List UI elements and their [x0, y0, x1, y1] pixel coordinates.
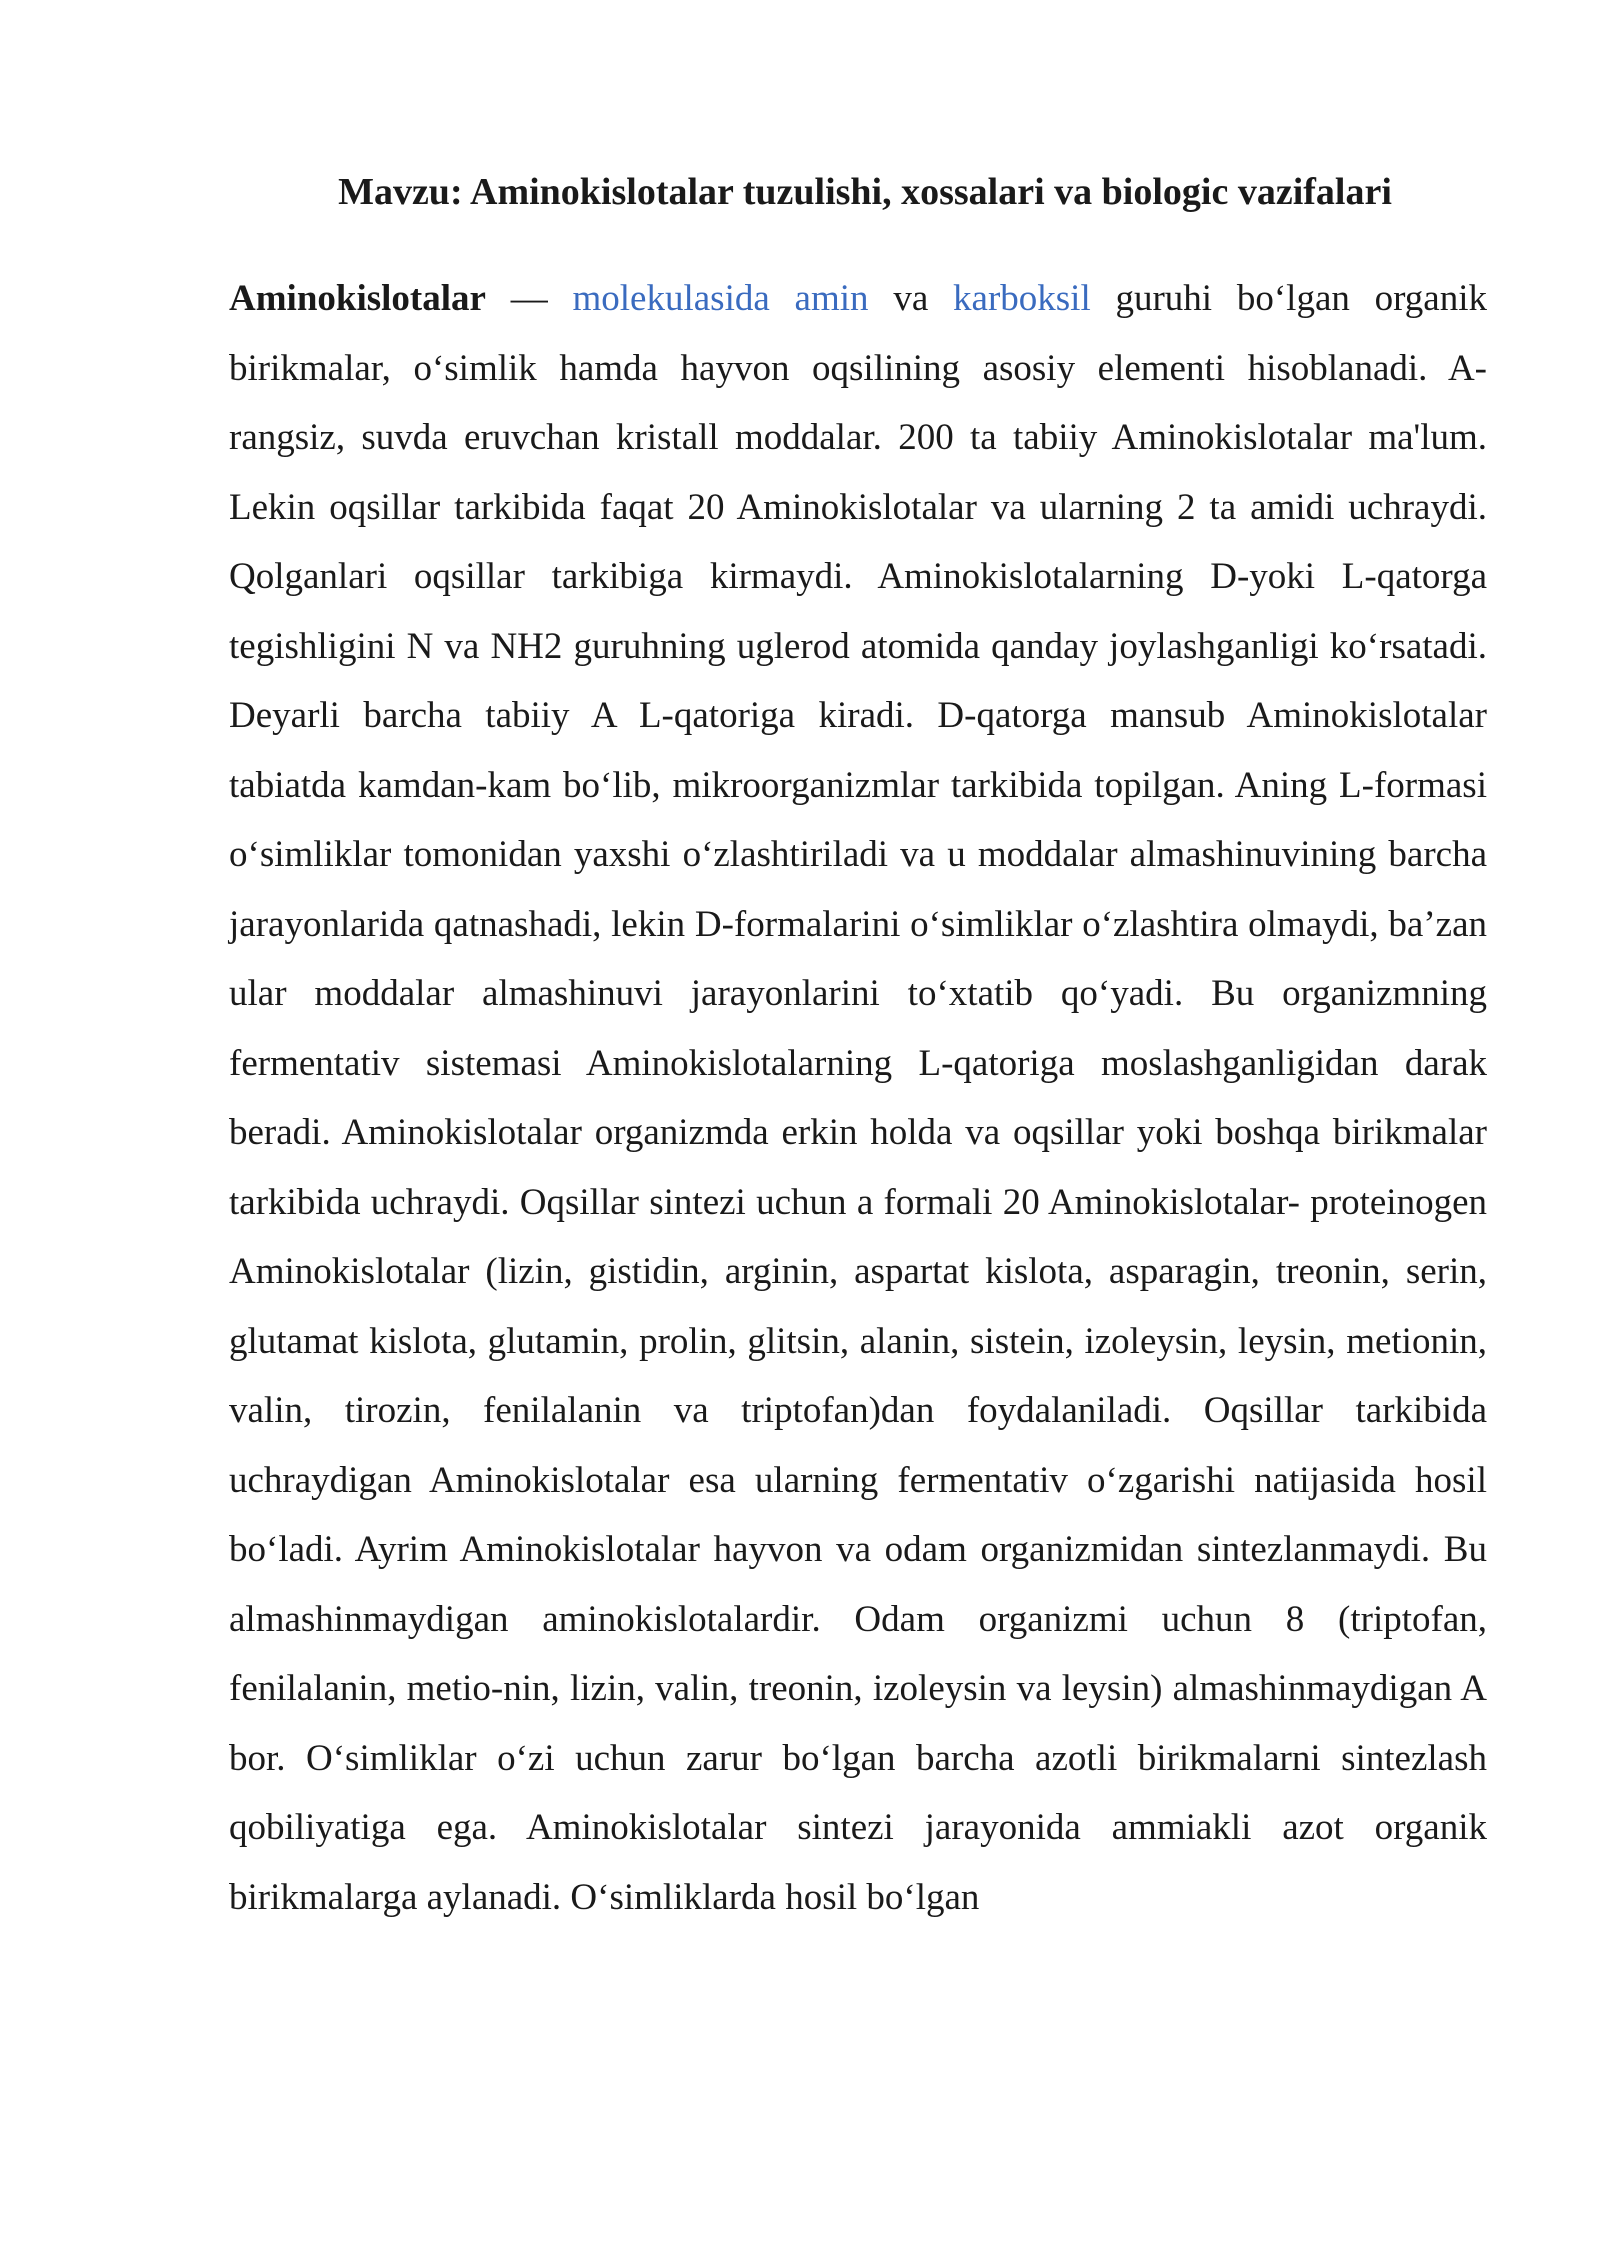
paragraph-text: guruhi bo‘lgan organik birikmalar, o‘simlik hamda hayvon oqsilining asosiy elementi hisoblanadi. A-rangsiz, suvda eruvchan kristall moddalar. 200 ta tabiiy Aminokislotalar ma'lum. Lekin oqsillar tarkibida faqat 20 Aminokislotalar va ularning 2 ta amidi uchraydi. Qolganlari oqsillar tarkibiga kirmaydi. Aminokislotalarning D-yoki L-qatorga tegishligini N va NH2 guruhning uglerod atomida qanday joylashganligi ko‘rsatadi. Deyarli barcha tabiiy A L-qatoriga kiradi. D-qatorga mansub Aminokislotalar tabiatda kamdan-kam bo‘lib, mikroorganizmlar tarkibida topilgan. Aning L-formasi o‘simliklar tomonidan yaxshi o‘zlashtiriladi va u moddalar almashinuvining barcha jarayonlarida qatnashadi, lekin D-formalarini o‘simliklar o‘zlashtira olmaydi, ba’zan ular moddalar almashinuvi jarayonlarini to‘xtatib qo‘yadi. Bu organizmning fermentativ sistemasi Aminokislotalarning L-qatoriga moslashganligidan darak beradi. Aminokislotalar organizmda erkin holda va oqsillar yoki boshqa birikmalar tarkibida uchraydi. Oqsillar sintezi uchun a formali 20 Aminokislotalar- proteinogen Aminokislotalar (lizin, gistidin, arginin, aspartat kislota, asparagin, treonin, serin, glutamat kislota, glutamin, prolin, glitsin, alanin, sistein, izoleysin, leysin, metionin, valin, tirozin, fenilalanin va triptofan)dan foydalaniladi. Oqsillar tarkibida uchraydigan Aminokislotalar esa ularning fermentativ o‘zgarishi natijasida hosil bo‘ladi. Ayrim Aminokislotalar hayvon va odam organizmidan sintezlanmaydi. Bu almashinmaydigan aminokislotalardir. Odam organizmi uchun 8 (triptofan, fenilalanin, metio-nin, lizin, valin, treonin, izoleysin va leysin) almashinmaydigan A bor. O‘simliklar o‘zi uchun zarur bo‘lgan barcha azotli birikmalarni sintezlash qobiliyatiga ega. Aminokislotalar sintezi jarayonida ammiakli azot organik birikmalarga aylanadi. O‘simliklarda hosil bo‘lgan: [229, 278, 1487, 1918]
term-aminokislotalar: Aminokislotalar: [229, 278, 486, 319]
link-karboksil[interactable]: karboksil: [953, 278, 1091, 319]
em-dash: —: [485, 278, 573, 319]
link-molekulasida-amin[interactable]: molekulasida amin: [572, 278, 869, 319]
document-title: Mavzu: Aminokislotalar tuzulishi, xossalari va biologic vazifalari: [338, 171, 1392, 213]
body-paragraph: [229, 264, 1487, 1932]
connector-text: va: [868, 278, 954, 319]
